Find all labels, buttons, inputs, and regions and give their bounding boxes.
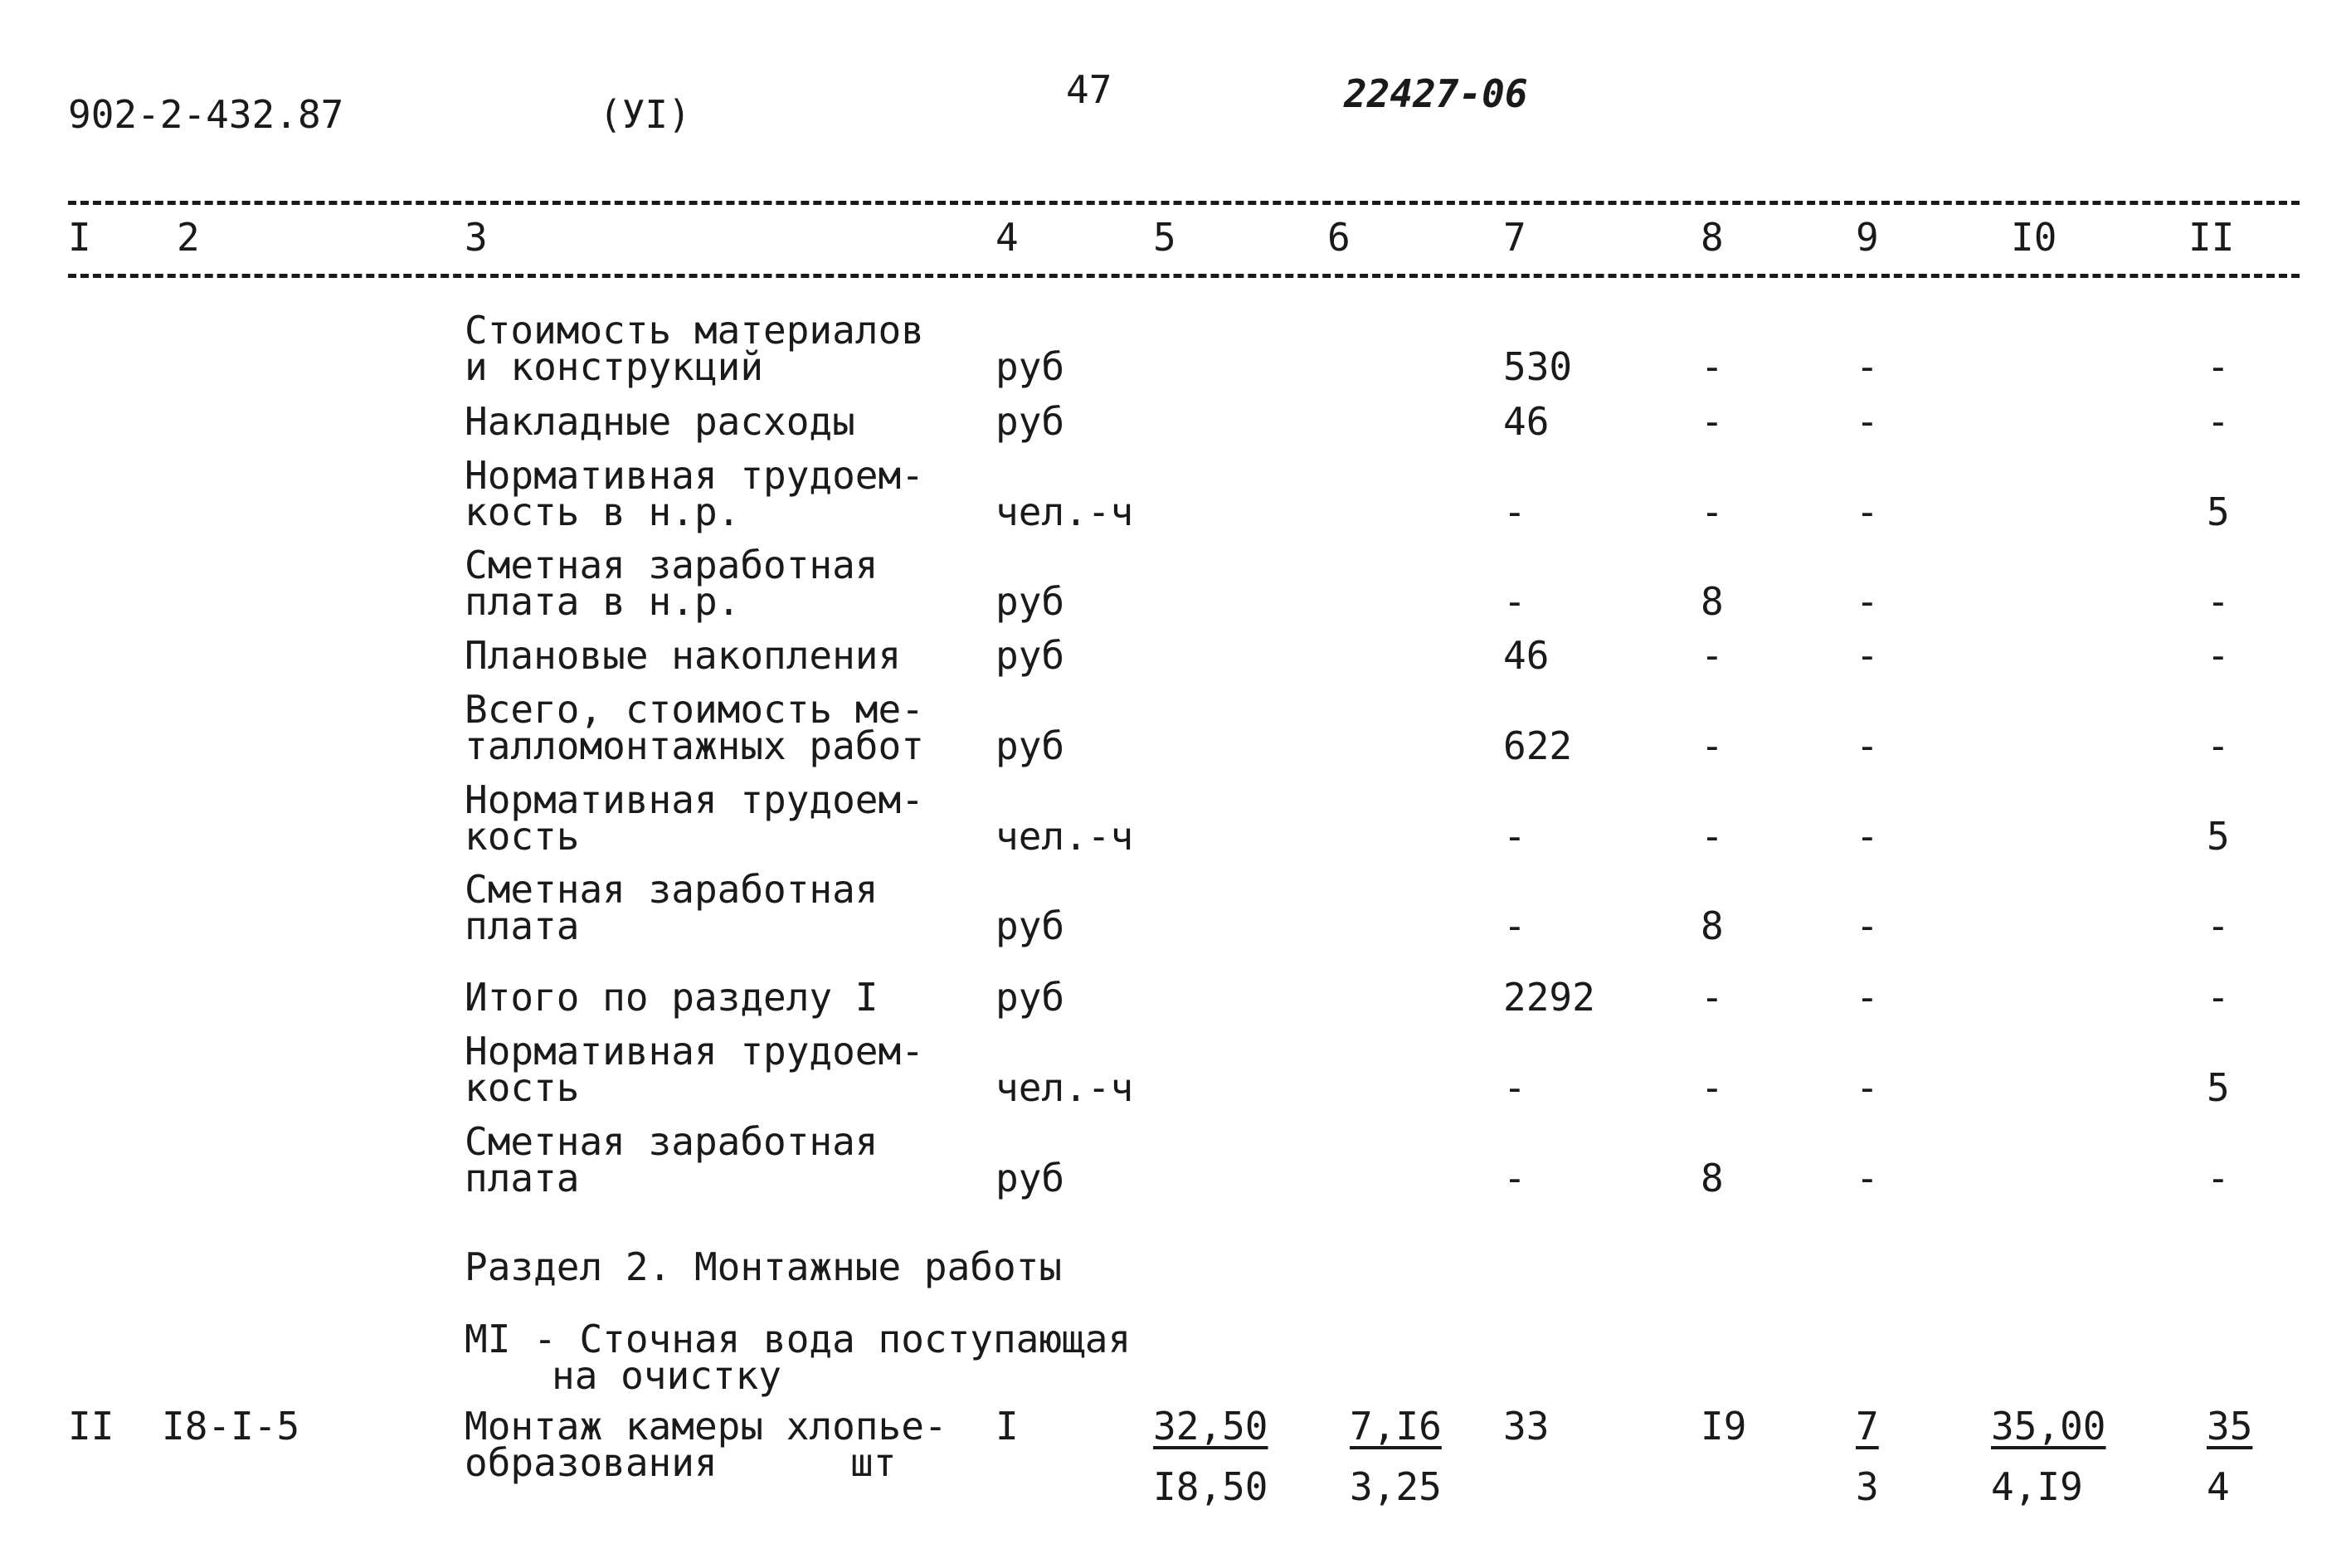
item-col-6-bottom: 3,25 — [1350, 1464, 1442, 1509]
row-cell-unit: руб — [995, 344, 1065, 389]
row-cell-c8: - — [1701, 489, 1724, 534]
row-cell-c8: - — [1701, 723, 1724, 768]
item-col-8: I9 — [1701, 1404, 1747, 1449]
item-col-4: I — [995, 1404, 1019, 1449]
col-header-9: 9 — [1856, 215, 1879, 260]
col-header-2: 2 — [177, 215, 200, 260]
row-cell-c7: 46 — [1503, 633, 1550, 678]
row-label: Сметная заработная — [465, 867, 879, 912]
row-cell-c11: - — [2207, 633, 2230, 678]
row-cell-unit: руб — [995, 579, 1065, 624]
row-cell-unit: руб — [995, 633, 1065, 678]
row-label: талломонтажных работ — [465, 723, 924, 768]
row-label: Всего, стоимость ме- — [465, 687, 924, 732]
item-col-2: I8-I-5 — [162, 1404, 300, 1449]
col-header-8: 8 — [1701, 215, 1724, 260]
row-label: кость — [465, 1065, 580, 1110]
item-col-10-top: 35,00 — [1991, 1404, 2106, 1449]
row-label: Сметная заработная — [465, 1119, 879, 1164]
row-cell-c7: - — [1503, 1065, 1526, 1110]
row-cell-c11: 5 — [2207, 814, 2230, 859]
row-label: Нормативная трудоем- — [465, 453, 924, 498]
col-header-7: 7 — [1503, 215, 1526, 260]
item-col-9-top: 7 — [1856, 1404, 1879, 1449]
row-cell-unit: руб — [995, 1156, 1065, 1200]
item-col-6-top: 7,I6 — [1350, 1404, 1442, 1449]
col-header-6: 6 — [1327, 215, 1351, 260]
header-rule-bottom — [68, 274, 2300, 278]
row-cell-c11: - — [2207, 579, 2230, 624]
col-header-11: II — [2188, 215, 2235, 260]
row-label: Нормативная трудоем- — [465, 1029, 924, 1074]
row-cell-c7: - — [1503, 814, 1526, 859]
col-header-3: 3 — [465, 215, 488, 260]
doc-code: 902-2-432.87 — [68, 92, 344, 137]
item-col-5-top: 32,50 — [1153, 1404, 1268, 1449]
row-cell-c11: 5 — [2207, 1065, 2230, 1110]
row-cell-c9: - — [1856, 975, 1879, 1020]
doc-part: (УI) — [599, 92, 691, 137]
row-cell-c8: 8 — [1701, 1156, 1724, 1200]
row-cell-c9: - — [1856, 399, 1879, 444]
item-col-1: II — [68, 1404, 114, 1449]
row-cell-unit: чел.-ч — [995, 814, 1134, 859]
row-label: Накладные расходы — [465, 399, 855, 444]
row-label: Нормативная трудоем- — [465, 777, 924, 822]
row-cell-c9: - — [1856, 723, 1879, 768]
row-cell-c8: - — [1701, 814, 1724, 859]
row-cell-c9: - — [1856, 344, 1879, 389]
row-cell-c11: - — [2207, 903, 2230, 948]
row-cell-c7: - — [1503, 1156, 1526, 1200]
row-label: Стоимость материалов — [465, 308, 924, 353]
item-name-line1: Монтаж камеры хлопье- — [465, 1404, 947, 1449]
item-col-11-bottom: 4 — [2207, 1464, 2230, 1509]
row-label: плата — [465, 903, 580, 948]
row-cell-c9: - — [1856, 1065, 1879, 1110]
row-cell-c11: 5 — [2207, 489, 2230, 534]
row-cell-unit: руб — [995, 399, 1065, 444]
col-header-1: I — [68, 215, 91, 260]
item-col-5-bottom: I8,50 — [1153, 1464, 1268, 1509]
archive-number: 22427-06 — [1344, 71, 1528, 116]
section-2-subtitle-line1: МI - Сточная вода поступающая — [465, 1317, 1132, 1361]
row-label: Сметная заработная — [465, 543, 879, 587]
row-cell-unit: руб — [995, 723, 1065, 768]
row-cell-c11: - — [2207, 1156, 2230, 1200]
item-col-10-bottom: 4,I9 — [1991, 1464, 2083, 1509]
row-cell-c9: - — [1856, 489, 1879, 534]
row-cell-c7: - — [1503, 579, 1526, 624]
row-cell-c7: - — [1503, 489, 1526, 534]
row-cell-c8: - — [1701, 1065, 1724, 1110]
col-header-5: 5 — [1153, 215, 1176, 260]
row-cell-c7: 622 — [1503, 723, 1573, 768]
row-cell-c8: 8 — [1701, 579, 1724, 624]
row-cell-c9: - — [1856, 1156, 1879, 1200]
page-number: 47 — [1066, 67, 1112, 112]
item-col-9-bottom: 3 — [1856, 1464, 1879, 1509]
item-unit: шт — [850, 1440, 897, 1485]
col-header-4: 4 — [995, 215, 1019, 260]
row-cell-c8: - — [1701, 344, 1724, 389]
item-col-7: 33 — [1503, 1404, 1550, 1449]
row-cell-c8: 8 — [1701, 903, 1724, 948]
col-header-10: I0 — [2011, 215, 2057, 260]
row-label: кость в н.р. — [465, 489, 741, 534]
row-cell-c8: - — [1701, 975, 1724, 1020]
row-label: плата в н.р. — [465, 579, 741, 624]
row-label: кость — [465, 814, 580, 859]
row-cell-c9: - — [1856, 814, 1879, 859]
row-cell-unit: чел.-ч — [995, 1065, 1134, 1110]
row-cell-c8: - — [1701, 399, 1724, 444]
item-name-line2: образования — [465, 1440, 718, 1485]
row-cell-c11: - — [2207, 723, 2230, 768]
row-cell-c8: - — [1701, 633, 1724, 678]
row-cell-c7: 530 — [1503, 344, 1573, 389]
item-col-11-top: 35 — [2207, 1404, 2253, 1449]
row-cell-c9: - — [1856, 903, 1879, 948]
row-cell-unit: руб — [995, 975, 1065, 1020]
row-cell-c7: 46 — [1503, 399, 1550, 444]
section-2-subtitle-line2: на очистку — [552, 1353, 781, 1398]
header-rule-top — [68, 201, 2300, 205]
row-label: плата — [465, 1156, 580, 1200]
row-cell-c11: - — [2207, 975, 2230, 1020]
row-cell-unit: руб — [995, 903, 1065, 948]
row-cell-c9: - — [1856, 633, 1879, 678]
row-cell-unit: чел.-ч — [995, 489, 1134, 534]
row-cell-c11: - — [2207, 399, 2230, 444]
row-cell-c9: - — [1856, 579, 1879, 624]
row-label: Плановые накопления — [465, 633, 902, 678]
row-label: и конструкций — [465, 344, 764, 389]
row-label: Итого по разделу I — [465, 975, 879, 1020]
row-cell-c7: - — [1503, 903, 1526, 948]
row-cell-c11: - — [2207, 344, 2230, 389]
section-2-title: Раздел 2. Монтажные работы — [465, 1244, 1063, 1289]
row-cell-c7: 2292 — [1503, 975, 1595, 1020]
